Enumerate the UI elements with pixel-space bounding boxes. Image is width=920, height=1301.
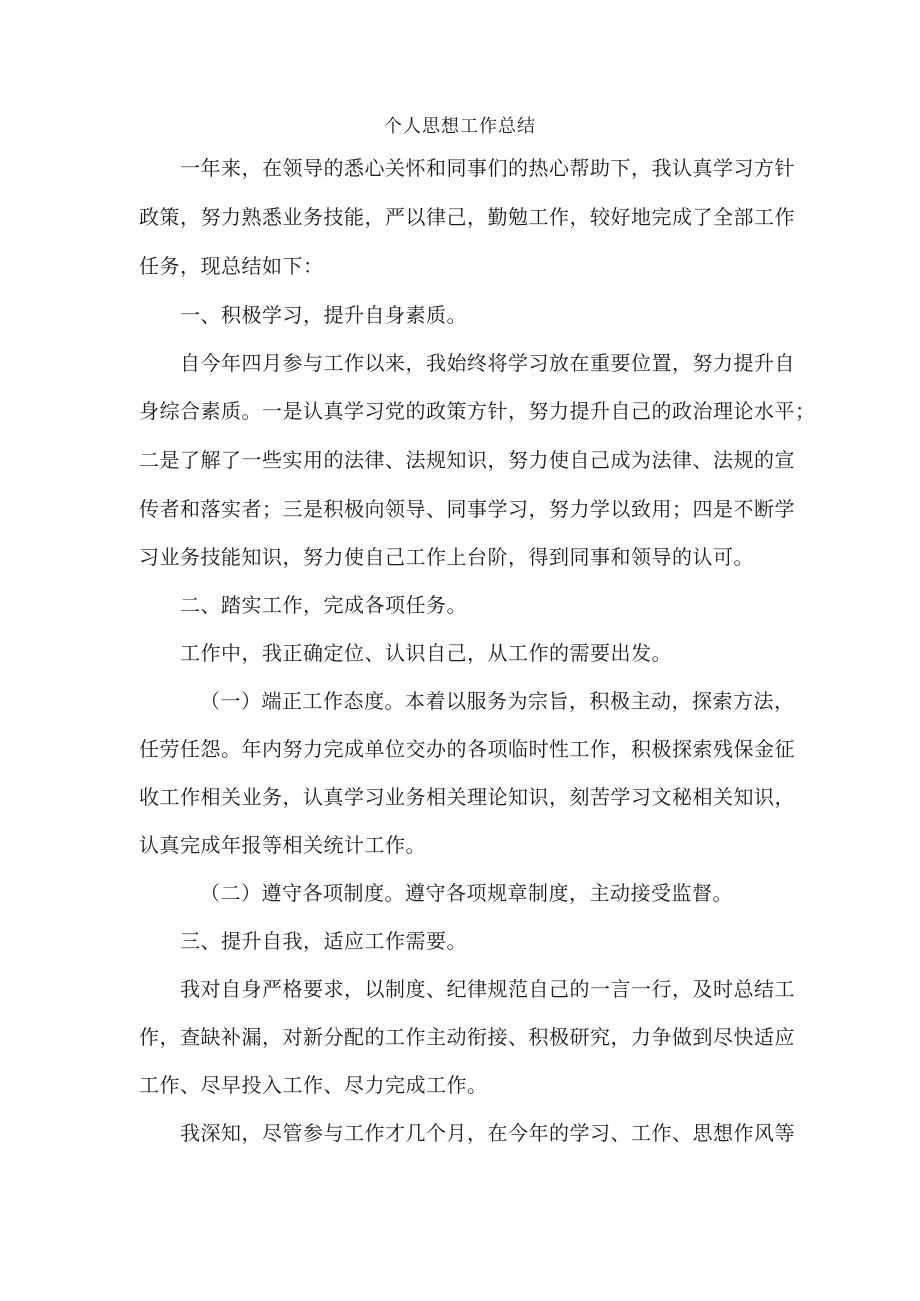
paragraph-line: 自今年四月参与工作以来，我始终将学习放在重要位置，努力提升自 [180, 351, 795, 375]
paragraph-line: 我深知，尽管参与工作才几个月，在今年的学习、工作、思想作风等 [180, 1121, 795, 1145]
paragraph-line: 二是了解了一些实用的法律、法规知识，努力使自己成为法律、法规的宣 [139, 448, 795, 472]
paragraph-line: 传者和落实者；三是积极向领导、同事学习，努力学以致用；四是不断学 [139, 497, 795, 521]
subsection-line: （二）遵守各项制度。遵守各项规章制度，主动接受监督。 [200, 881, 733, 905]
document-title: 个人思想工作总结 [384, 116, 536, 137]
section-heading: 二、踏实工作，完成各项任务。 [180, 593, 467, 617]
section-heading: 一、积极学习，提升自身素质。 [180, 303, 467, 327]
subsection-line: （一）端正工作态度。本着以服务为宗旨，积极主动，探索方法， [200, 689, 795, 713]
paragraph-line: 任务，现总结如下： [139, 254, 324, 278]
paragraph-line: 习业务技能知识，努力使自己工作上台阶，得到同事和领导的认可。 [139, 545, 754, 569]
paragraph-line: 认真完成年报等相关统计工作。 [139, 833, 426, 857]
paragraph-line: 我对自身严格要求，以制度、纪律规范自己的一言一行，及时总结工 [180, 977, 795, 1001]
paragraph-line: 一年来，在领导的悉心关怀和同事们的热心帮助下，我认真学习方针 [180, 156, 795, 180]
paragraph-line: 工作、尽早投入工作、尽力完成工作。 [139, 1073, 488, 1097]
section-heading: 三、提升自我，适应工作需要。 [180, 929, 467, 953]
paragraph-line: 工作中，我正确定位、认识自己，从工作的需要出发。 [180, 641, 672, 665]
paragraph-line: 身综合素质。一是认真学习党的政策方针，努力提升自己的政治理论水平； [139, 399, 816, 423]
paragraph-line: 作，查缺补漏，对新分配的工作主动衔接、积极研究，力争做到尽快适应 [139, 1025, 795, 1049]
paragraph-line: 任劳任怨。年内努力完成单位交办的各项临时性工作，积极探索残保金征 [139, 737, 795, 761]
paragraph-line: 政策，努力熟悉业务技能，严以律己，勤勉工作，较好地完成了全部工作 [139, 205, 795, 229]
paragraph-line: 收工作相关业务，认真学习业务相关理论知识，刻苦学习文秘相关知识， [139, 785, 795, 809]
